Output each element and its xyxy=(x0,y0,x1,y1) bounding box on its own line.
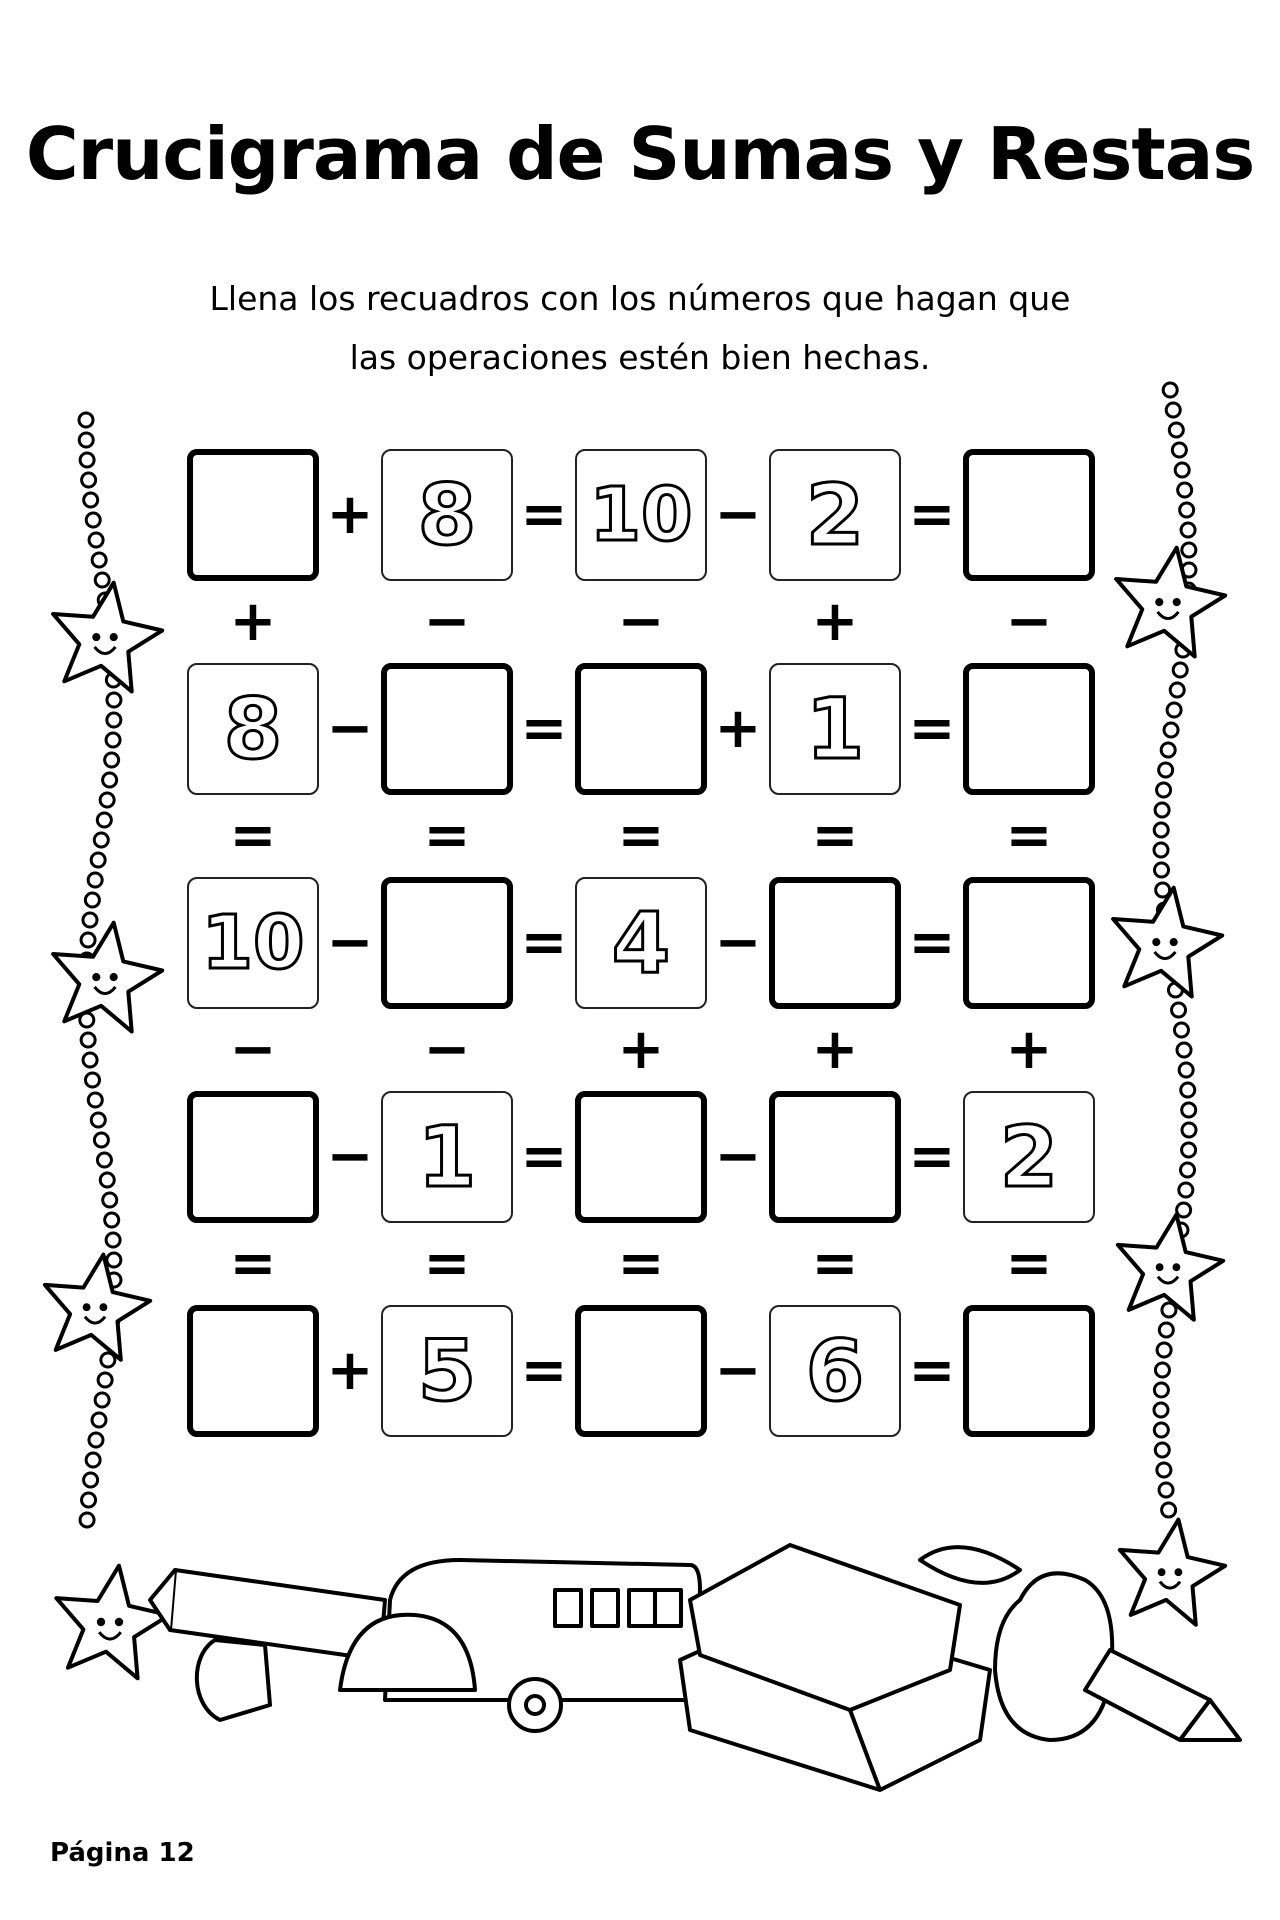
page-title: Crucigrama de Sumas y Restas xyxy=(25,112,1255,196)
equals-sign: = xyxy=(229,1231,277,1296)
equals-sign: = xyxy=(229,803,277,868)
equals-sign: = xyxy=(811,803,859,868)
answer-box[interactable] xyxy=(187,1091,319,1223)
equals-sign: = xyxy=(908,910,956,975)
answer-box[interactable] xyxy=(187,1305,319,1437)
equals-sign: = xyxy=(520,910,568,975)
instructions-line-1: Llena los recuadros con los números que hagan que xyxy=(209,279,1071,318)
equals-sign: = xyxy=(617,1231,665,1296)
equals-sign: = xyxy=(908,1338,956,1403)
plus-sign: + xyxy=(714,696,762,761)
answer-box[interactable] xyxy=(575,1091,707,1223)
given-number-box xyxy=(769,663,901,795)
equals-sign: = xyxy=(1005,1231,1053,1296)
star-icon xyxy=(45,1255,150,1360)
minus-sign: − xyxy=(714,910,762,975)
given-number: 5 xyxy=(417,1322,477,1420)
star-icon xyxy=(1116,548,1225,657)
given-number: 10 xyxy=(589,472,693,558)
minus-sign: − xyxy=(229,1017,277,1082)
instructions-line-2: las operaciones estén bien hechas. xyxy=(349,338,931,377)
equals-sign: = xyxy=(520,1338,568,1403)
given-number-box xyxy=(187,877,319,1009)
given-number-box xyxy=(381,449,513,581)
equals-sign: = xyxy=(811,1231,859,1296)
given-number: 8 xyxy=(417,466,477,564)
equals-sign: = xyxy=(1005,803,1053,868)
given-number-box xyxy=(381,1305,513,1437)
given-number: 4 xyxy=(611,894,671,992)
given-number-box xyxy=(769,449,901,581)
given-number: 2 xyxy=(999,1108,1059,1206)
apple-icon xyxy=(995,1573,1112,1740)
given-number-box xyxy=(187,663,319,795)
star-icon xyxy=(56,1566,169,1679)
minus-sign: − xyxy=(1005,589,1053,654)
answer-box[interactable] xyxy=(963,1305,1095,1437)
plus-sign: + xyxy=(326,1338,374,1403)
plus-sign: + xyxy=(811,1017,859,1082)
minus-sign: − xyxy=(714,1338,762,1403)
answer-box[interactable] xyxy=(769,1091,901,1223)
answer-box[interactable] xyxy=(575,1305,707,1437)
star-icon xyxy=(1113,888,1222,997)
equals-sign: = xyxy=(520,482,568,547)
minus-sign: − xyxy=(617,589,665,654)
star-icon xyxy=(53,923,162,1032)
plus-sign: + xyxy=(617,1017,665,1082)
star-icon xyxy=(1120,1520,1225,1625)
given-number-box xyxy=(575,449,707,581)
given-number: 1 xyxy=(805,680,865,778)
answer-box[interactable] xyxy=(963,877,1095,1009)
equals-sign: = xyxy=(520,696,568,761)
minus-sign: − xyxy=(326,1124,374,1189)
answer-box[interactable] xyxy=(575,663,707,795)
plus-sign: + xyxy=(326,482,374,547)
equals-sign: = xyxy=(423,803,471,868)
given-number-box xyxy=(769,1305,901,1437)
equals-sign: = xyxy=(908,696,956,761)
equals-sign: = xyxy=(908,1124,956,1189)
given-number: 10 xyxy=(201,900,305,986)
given-number: 6 xyxy=(805,1322,865,1420)
answer-box[interactable] xyxy=(187,449,319,581)
given-number-box xyxy=(575,877,707,1009)
minus-sign: − xyxy=(326,696,374,761)
equals-sign: = xyxy=(423,1231,471,1296)
minus-sign: − xyxy=(423,589,471,654)
page-number: Página 12 xyxy=(50,1838,195,1868)
given-number: 1 xyxy=(417,1108,477,1206)
answer-box[interactable] xyxy=(381,877,513,1009)
equals-sign: = xyxy=(908,482,956,547)
plus-sign: + xyxy=(1005,1017,1053,1082)
answer-box[interactable] xyxy=(963,663,1095,795)
given-number-box xyxy=(381,1091,513,1223)
minus-sign: − xyxy=(326,910,374,975)
given-number: 2 xyxy=(805,466,865,564)
equals-sign: = xyxy=(617,803,665,868)
plus-sign: + xyxy=(229,589,277,654)
equals-sign: = xyxy=(520,1124,568,1189)
minus-sign: − xyxy=(423,1017,471,1082)
minus-sign: − xyxy=(714,482,762,547)
answer-box[interactable] xyxy=(381,663,513,795)
given-number-box xyxy=(963,1091,1095,1223)
plus-sign: + xyxy=(811,589,859,654)
given-number: 8 xyxy=(223,680,283,778)
answer-box[interactable] xyxy=(769,877,901,1009)
minus-sign: − xyxy=(714,1124,762,1189)
answer-box[interactable] xyxy=(963,449,1095,581)
